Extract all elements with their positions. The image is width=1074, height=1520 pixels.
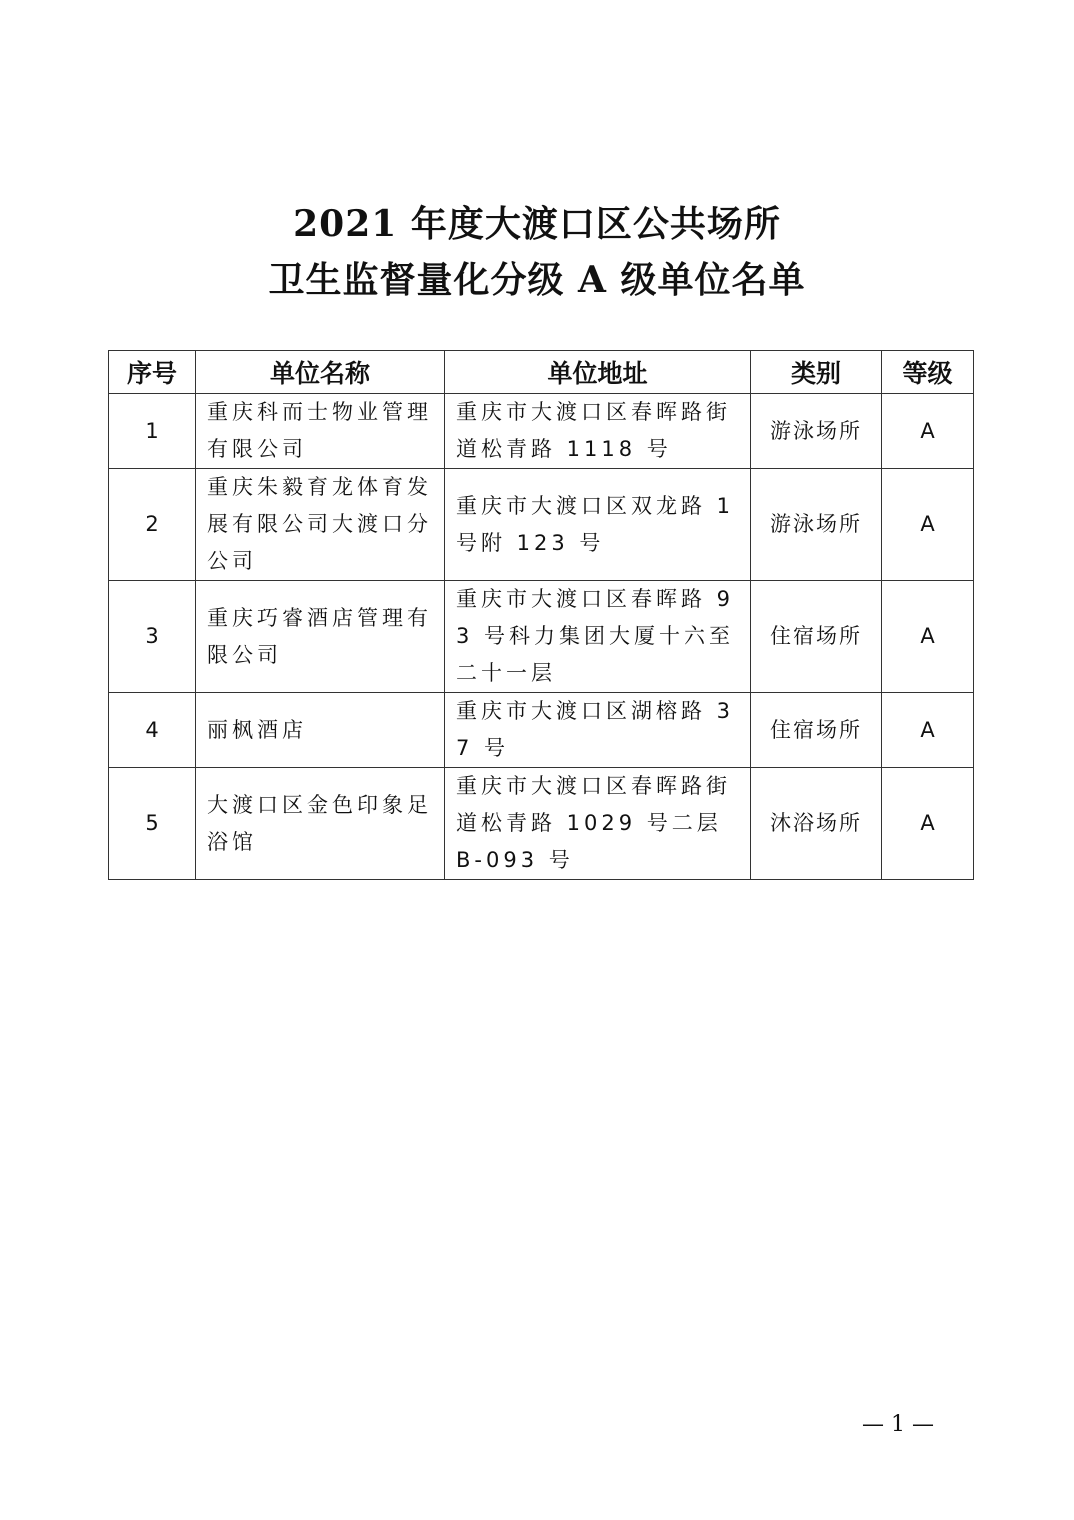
table-row (109, 394, 974, 469)
cell-unit-address: 重庆市大渡口区春晖路街道松青路 1029 号二层 B-093 号 (445, 768, 751, 880)
cell-category: 沐浴场所 (751, 768, 882, 880)
cell-grade: A (882, 394, 974, 469)
cell-unit-address: 重庆市大渡口区春晖路街道松青路 1118 号 (445, 394, 751, 469)
cell-serial-number: 1 (109, 394, 196, 469)
table-header-row (109, 351, 974, 394)
page-number: — 1 — (862, 1412, 934, 1437)
header-unit-address: 单位地址 (445, 351, 751, 394)
cell-unit-address: 重庆市大渡口区双龙路 1 号附 123 号 (445, 469, 751, 581)
units-table (108, 350, 974, 880)
cell-category: 游泳场所 (751, 469, 882, 581)
cell-unit-name: 重庆科而士物业管理有限公司 (196, 394, 445, 469)
header-category: 类别 (751, 351, 882, 394)
document-title-line1: 2021 年度大渡口区公共场所 (293, 203, 781, 245)
cell-unit-name: 重庆朱毅育龙体育发展有限公司大渡口分公司 (196, 469, 445, 581)
header-grade: 等级 (882, 351, 974, 394)
cell-unit-name: 重庆巧睿酒店管理有限公司 (196, 581, 445, 693)
cell-category: 游泳场所 (751, 394, 882, 469)
table-row (109, 693, 974, 768)
cell-category: 住宿场所 (751, 693, 882, 768)
cell-grade: A (882, 581, 974, 693)
cell-unit-address: 重庆市大渡口区春晖路 93 号科力集团大厦十六至二十一层 (445, 581, 751, 693)
table-row (109, 581, 974, 693)
cell-serial-number: 3 (109, 581, 196, 693)
cell-serial-number: 2 (109, 469, 196, 581)
cell-category: 住宿场所 (751, 581, 882, 693)
cell-unit-name: 丽枫酒店 (196, 693, 445, 768)
cell-unit-address: 重庆市大渡口区湖榕路 37 号 (445, 693, 751, 768)
table-row (109, 469, 974, 581)
header-unit-name: 单位名称 (196, 351, 445, 394)
table-row (109, 768, 974, 880)
cell-grade: A (882, 693, 974, 768)
cell-serial-number: 5 (109, 768, 196, 880)
cell-unit-name: 大渡口区金色印象足浴馆 (196, 768, 445, 880)
cell-grade: A (882, 768, 974, 880)
cell-grade: A (882, 469, 974, 581)
document-title-line2: 卫生监督量化分级 A 级单位名单 (268, 259, 806, 301)
cell-serial-number: 4 (109, 693, 196, 768)
header-serial-number: 序号 (109, 351, 196, 394)
